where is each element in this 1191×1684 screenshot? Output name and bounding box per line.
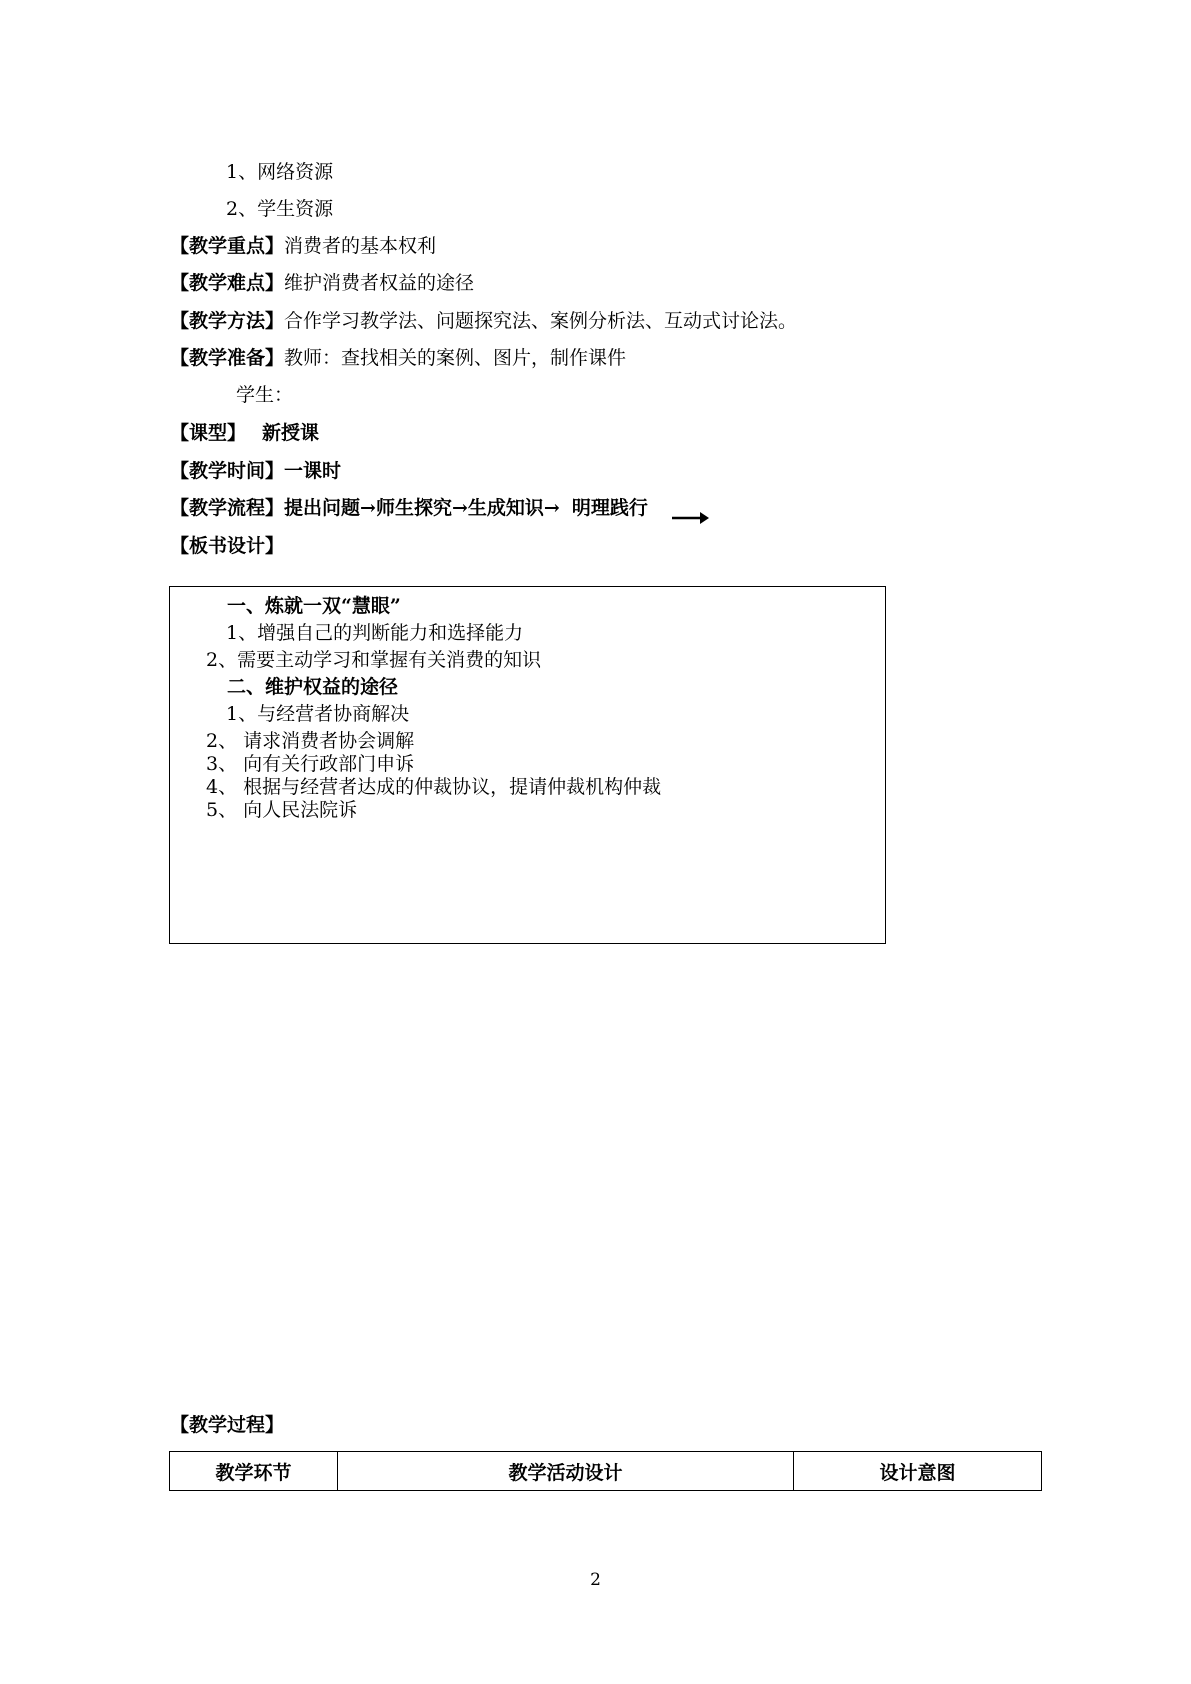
flow-row: [170, 496, 648, 520]
key-point-label: 【教学重点】: [170, 235, 285, 257]
process-label: 【教学过程】: [170, 1414, 285, 1436]
flow-arrow-1: →: [360, 497, 376, 519]
time-row: [170, 459, 341, 483]
board-h2-item-2: 2、 请求消费者协会调解: [206, 730, 415, 752]
method-value: 合作学习教学法、问题探究法、案例分析法、互动式讨论法。: [284, 310, 798, 332]
flow-step-4: 明理践行: [571, 497, 648, 519]
page-number: 2: [590, 1570, 601, 1590]
flow-step-3: 生成知识: [467, 497, 544, 519]
resource-item-2: 2、学生资源: [226, 198, 334, 220]
board-heading-2: 二、维护权益的途径: [227, 676, 399, 698]
method-label: 【教学方法】: [170, 310, 285, 332]
process-col-stage: 教学环节: [170, 1452, 338, 1491]
difficulty-row: [170, 271, 474, 295]
lesson-type-row: [170, 421, 319, 445]
board-design-box: [169, 586, 886, 944]
resource-item-1: 1、网络资源: [226, 161, 334, 183]
board-h2-item-3: 3、 向有关行政部门申诉: [206, 753, 415, 775]
lesson-type-value: 新授课: [262, 422, 320, 444]
method-row: [170, 309, 797, 333]
lesson-type-label: 【课型】: [170, 422, 247, 444]
time-label: 【教学时间】: [170, 460, 285, 482]
key-point-row: [170, 234, 436, 258]
board-h2-item-4: 4、 根据与经营者达成的仲裁协议，提请仲裁机构仲裁: [206, 776, 662, 798]
time-value: 一课时: [284, 460, 342, 482]
key-point-value: 消费者的基本权利: [284, 235, 437, 257]
flow-step-1: 提出问题: [284, 497, 361, 519]
right-arrow-icon: [670, 510, 710, 526]
preparation-label: 【教学准备】: [170, 347, 285, 369]
preparation-student: 学生：: [236, 384, 294, 406]
board-h2-item-5: 5、 向人民法院诉: [206, 799, 358, 821]
board-h1-item-2: 2、需要主动学习和掌握有关消费的知识: [206, 649, 542, 671]
process-col-intent: 设计意图: [794, 1452, 1042, 1491]
board-design-label: 【板书设计】: [170, 535, 285, 557]
difficulty-value: 维护消费者权益的途径: [284, 272, 475, 294]
flow-arrow-2: →: [451, 497, 468, 519]
board-h2-item-1: 1、与经营者协商解决: [226, 703, 410, 725]
preparation-value: 教师：查找相关的案例、图片，制作课件: [284, 347, 627, 369]
flow-label: 【教学流程】: [170, 497, 285, 519]
board-heading-1: 一、炼就一双“慧眼”: [227, 595, 401, 617]
flow-step-2: 师生探究: [375, 497, 452, 519]
process-table: [169, 1451, 1042, 1491]
flow-arrow-3: →: [543, 497, 560, 519]
board-h1-item-1: 1、增强自己的判断能力和选择能力: [226, 622, 524, 644]
process-col-activity: 教学活动设计: [338, 1452, 794, 1491]
table-row: [170, 1452, 1042, 1491]
difficulty-label: 【教学难点】: [170, 272, 285, 294]
preparation-row: [170, 346, 626, 370]
